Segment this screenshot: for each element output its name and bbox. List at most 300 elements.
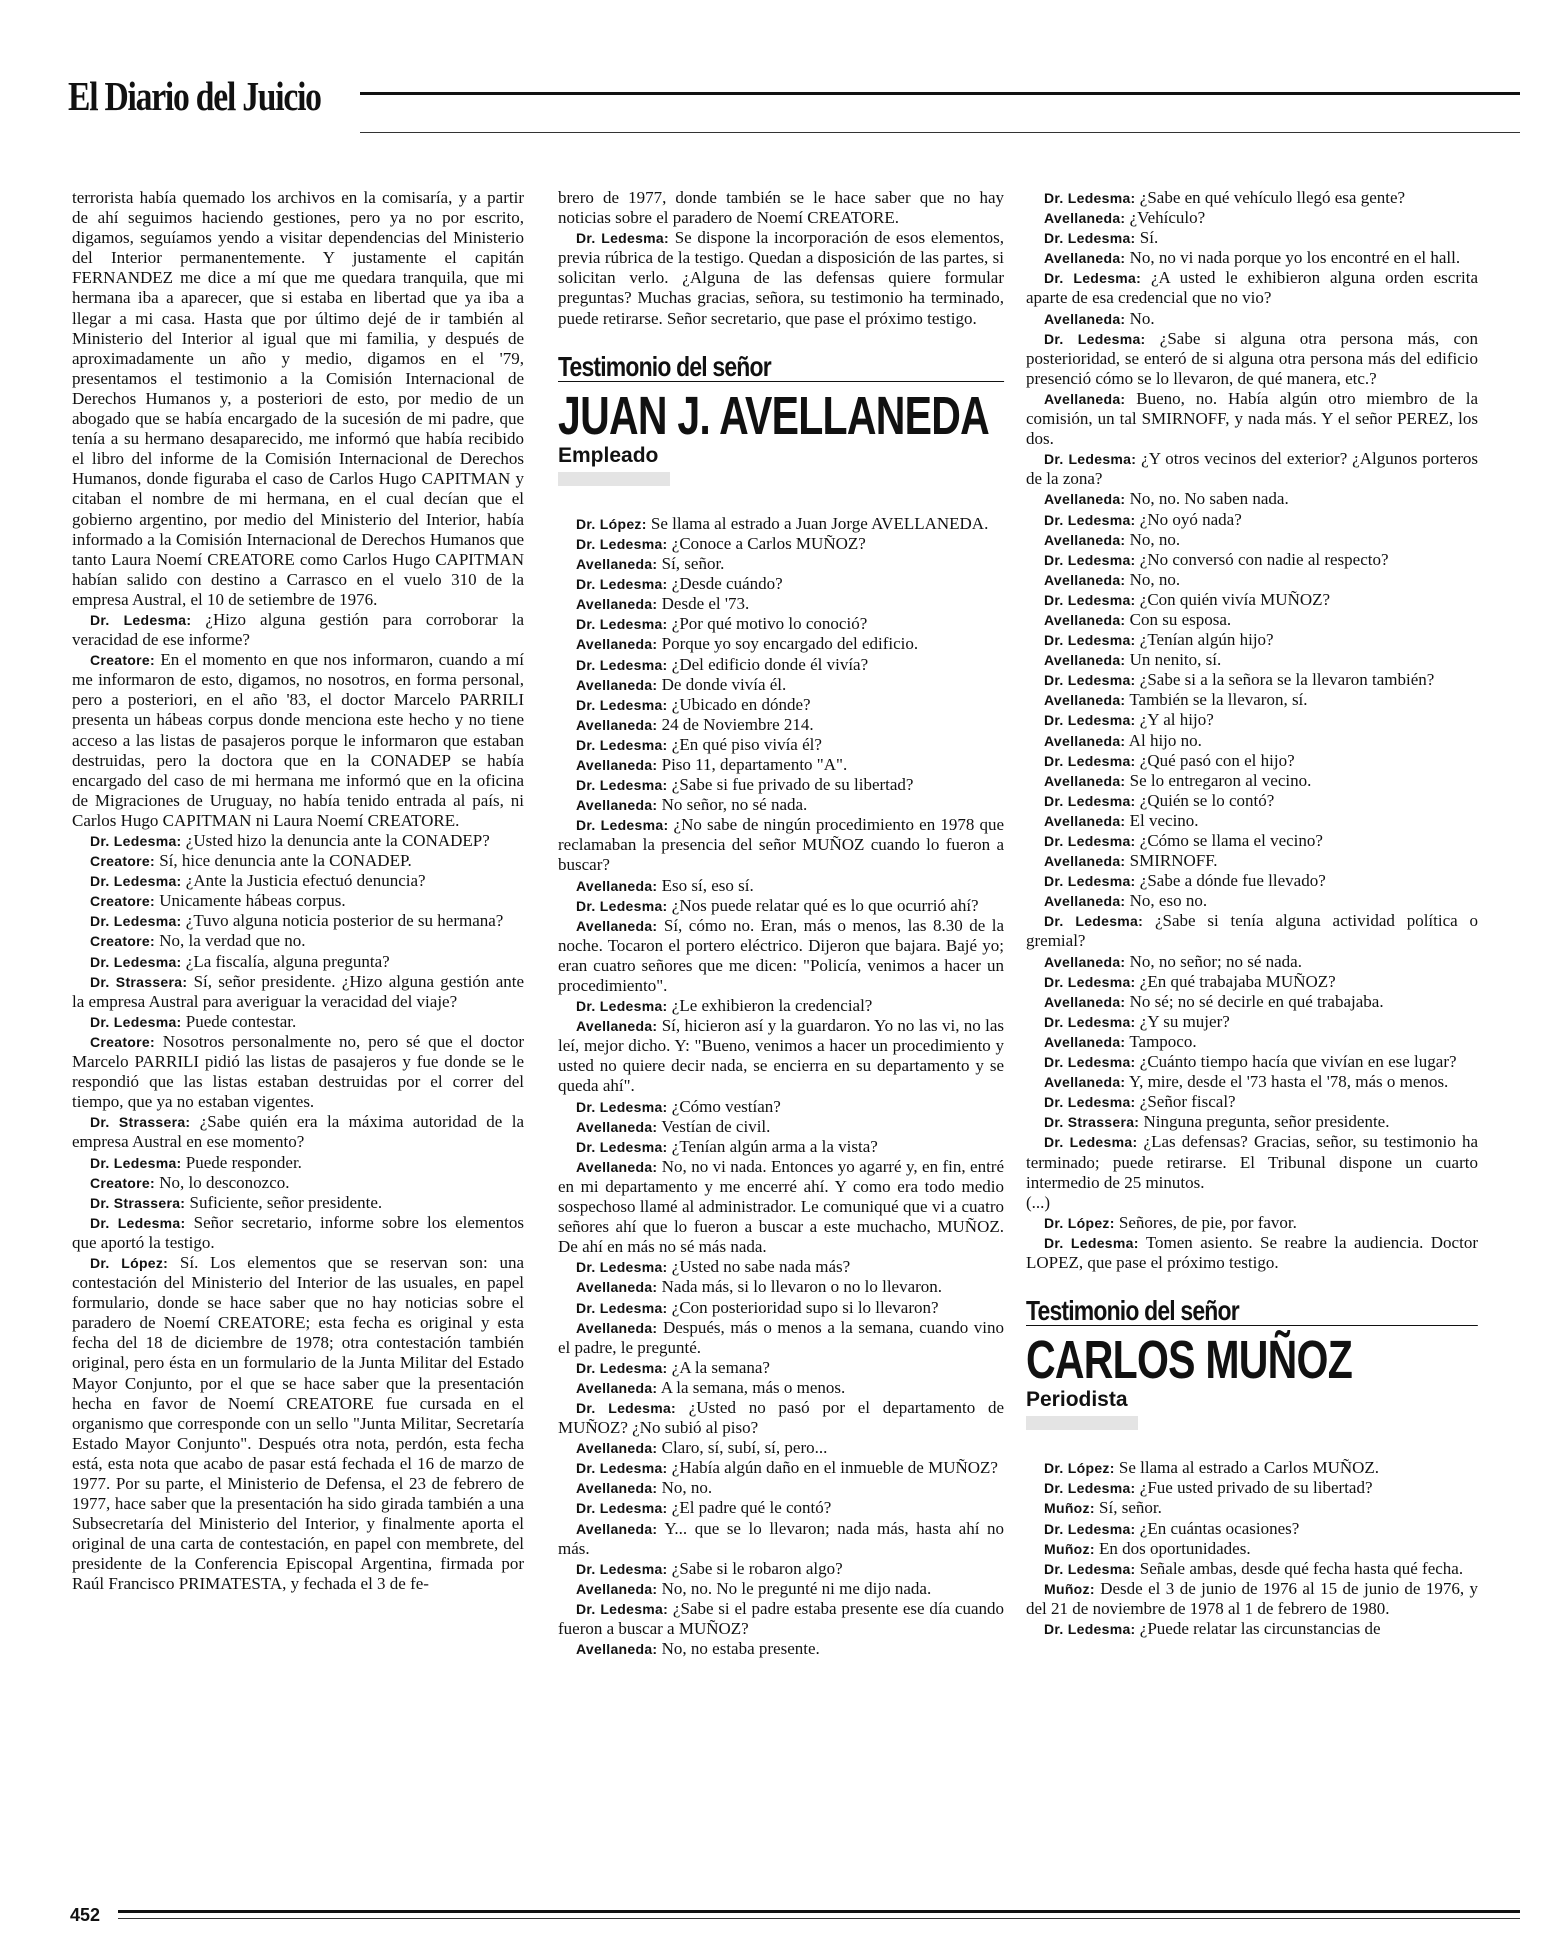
transcript-paragraph [1026, 972, 1478, 992]
speaker-label: Avellaneda: [1044, 210, 1126, 227]
speech-text: ¿El padre qué le contó? [671, 1498, 832, 1518]
column-1 [72, 188, 524, 1595]
speech-text: A la semana, más o menos. [660, 1377, 846, 1397]
speaker-label: Dr. Ledesma: [1044, 1054, 1136, 1071]
transcript-paragraph [72, 1253, 524, 1595]
speaker-label: Avellaneda: [1044, 853, 1126, 870]
transcript-paragraph [1026, 188, 1478, 208]
transcript-paragraph [558, 1137, 1004, 1157]
speech-text: Sí, señor. [1099, 1498, 1162, 1518]
transcript-paragraph [558, 815, 1004, 875]
transcript-paragraph [1026, 771, 1478, 791]
transcript-paragraph [1026, 1052, 1478, 1072]
speaker-label: Avellaneda: [576, 596, 658, 613]
speech-text: ¿Había algún daño en el inmueble de MUÑOZ? [671, 1458, 998, 1478]
transcript-paragraph [72, 931, 524, 951]
speaker-label: Avellaneda: [1044, 953, 1126, 970]
speaker-label: Dr. Ledesma: [576, 696, 668, 713]
page-number: 452 [70, 1905, 101, 1925]
speech-text: ¿Usted no sabe nada más? [671, 1257, 851, 1277]
speech-text: Nosotros personalmente no, pero sé que el doctor Marcelo PARRILI pidió las listas de pasajeros y fue donde se le respondió que las listas estaban destruidas por el correr del tiempo, que ya no estaban vigentes. [72, 1031, 525, 1112]
transcript-paragraph [72, 1193, 524, 1213]
transcript-paragraph [1026, 1619, 1478, 1639]
speaker-label: Dr. Ledesma: [1044, 190, 1136, 206]
speech-text: ¿A usted le exhibieron alguna orden escrita aparte de esa credencial que no vio? [1026, 268, 1478, 308]
speech-text: Sí, cómo no. Eran, más o menos, las 8.30 de la noche. Tocaron el portero eléctrico. Dijeron que bajara. Bajé yo; eran cuatro señores que me dicen: "Policía, venimos a hacer un procedimiento". [558, 915, 1005, 995]
speaker-label: Dr. Ledesma: [1044, 551, 1136, 568]
speaker-label: Dr. Ledesma: [576, 998, 668, 1015]
speech-text: Claro, sí, subí, sí, pero... [661, 1438, 828, 1458]
transcript-paragraph [558, 514, 1004, 534]
speech-text: Después, más o menos a la semana, cuando vino el padre, le pregunté. [558, 1317, 1004, 1357]
transcript-paragraph [558, 1016, 1004, 1096]
speech-text: ¿Sabe si tenía alguna actividad política o gremial? [1026, 911, 1479, 951]
transcript-paragraph [1026, 1478, 1478, 1498]
speaker-label: Avellaneda: [1044, 250, 1126, 267]
transcript-paragraph [558, 228, 1004, 328]
speaker-label: Avellaneda: [576, 716, 658, 733]
speaker-label: Avellaneda: [576, 1158, 658, 1175]
speech-text: Sí, señor presidente. ¿Hizo alguna gestión ante la empresa Austral para averiguar la veracidad del viaje? [72, 971, 525, 1011]
speaker-label: Dr. Ledesma: [90, 1154, 182, 1171]
transcript-paragraph [1026, 851, 1478, 871]
transcript-paragraph [1026, 1012, 1478, 1032]
masthead-title: El Diario del Juicio [68, 73, 321, 119]
section-kicker: Testimonio del señor [558, 357, 1004, 382]
speech-text: No. [1129, 308, 1155, 328]
speech-text: No señor, no sé nada. [661, 795, 808, 815]
speaker-label: Dr. López: [576, 515, 647, 532]
speech-text: No, no vi nada porque yo los encontré en el hall. [1129, 248, 1461, 268]
col3-bottom-text [1026, 1458, 1478, 1639]
speaker-label: Avellaneda: [1044, 812, 1126, 829]
speech-text: No, no. [1129, 569, 1181, 589]
transcript-paragraph [558, 1559, 1004, 1579]
speech-text: Suficiente, señor presidente. [189, 1192, 383, 1212]
transcript-paragraph [72, 831, 524, 851]
speech-text: ¿Del edificio donde él vivía? [671, 654, 869, 674]
transcript-paragraph [558, 1117, 1004, 1137]
speaker-label: Dr. Ledesma: [576, 1399, 677, 1416]
transcript-paragraph [558, 996, 1004, 1016]
transcript-paragraph [1026, 1132, 1478, 1192]
speech-text: ¿Nos puede relatar qué es lo que ocurrió ahí? [671, 895, 979, 915]
speech-text: Al hijo no. [1128, 730, 1202, 750]
speech-text: ¿Cómo se llama el vecino? [1139, 831, 1323, 850]
transcript-paragraph [558, 1478, 1004, 1498]
transcript-paragraph [72, 1032, 524, 1112]
decorative-bar [1026, 1416, 1138, 1430]
speaker-label: Muñoz: [1044, 1500, 1095, 1517]
speaker-label: Dr. Ledesma: [90, 1013, 182, 1030]
speaker-label: Dr. Ledesma: [90, 873, 182, 890]
speaker-label: Avellaneda: [576, 556, 658, 573]
speech-text: ¿Conoce a Carlos MUÑOZ? [671, 533, 866, 553]
speaker-label: Dr. Ledesma: [576, 1500, 668, 1517]
speech-text: ¿No conversó con nadie al respecto? [1139, 549, 1389, 569]
speaker-label: Dr. Ledesma: [576, 616, 668, 633]
speech-text: En dos oportunidades. [1099, 1538, 1251, 1558]
transcript-paragraph [1026, 530, 1478, 550]
speaker-label: Avellaneda: [1044, 1033, 1126, 1050]
transcript-paragraph [1026, 992, 1478, 1012]
speaker-label: Avellaneda: [1044, 571, 1126, 588]
speech-text: No, no. No saben nada. [1129, 489, 1289, 509]
transcript-paragraph [1026, 550, 1478, 570]
speaker-label: Dr. Ledesma: [1044, 1234, 1139, 1251]
transcript-paragraph [1026, 751, 1478, 771]
speaker-label: Creatore: [90, 652, 155, 669]
transcript-paragraph [72, 891, 524, 911]
transcript-paragraph [1026, 871, 1478, 891]
transcript-paragraph [72, 1012, 524, 1032]
speaker-label: Dr. Ledesma: [1044, 973, 1136, 990]
transcript-paragraph [1026, 1213, 1478, 1233]
transcript-paragraph [558, 896, 1004, 916]
speaker-label: Avellaneda: [1044, 993, 1126, 1010]
transcript-paragraph [558, 1157, 1004, 1257]
speech-text: No, no señor; no sé nada. [1129, 951, 1302, 971]
speech-text: ¿Sabe si fue privado de su libertad? [671, 775, 914, 795]
speaker-label: Avellaneda: [576, 1641, 658, 1658]
speaker-label: Avellaneda: [576, 1480, 658, 1497]
transcript-paragraph [558, 655, 1004, 675]
speech-text: terrorista había quemado los archivos en la comisaría, y a partir de ahí seguimos haciendo gestiones, pero ya no por escrito, digamos, seguíamos yendo a visitar dependencias del Ministerio del Interior permanentemente. Y justamente el capitán FERNANDEZ me dice a mí que me quedara tranquila, que mi hermana iba a aparecer, que si estaba en libertad que ya iba a llegar a mi casa. Hasta que por último dejé de ir también al Ministerio del Interior al igual que mi familia, y después de aproximadamente un año y medio, digamos en el '79, presentamos el testimonio a la Comisión Internacional de Derechos Humanos y, a posteriori de esto, por medio de un abogado que se había encargado de la sucesión de mi padre, que tenía a su hermano desaparecido, me informó que había recibido el libro del informe de la Comisión Internacional de Derechos Humanos, donde figuraba el caso de Carlos Hugo CAPITMAN y citaban el nombre de mi hermana, en el cual decían que el gobierno argentino, por medio del Ministerio del Interior, había informado a la Comisión Internacional de Derechos Humanos que tanto Laura Noemí CREATORE como Carlos Hugo CAPITMAN habían salido con destino a Carrasco en el vuelo 310 de la empresa Austral, el 10 de setiembre de 1976. [72, 188, 524, 609]
speaker-label: Dr. Ledesma: [1044, 230, 1136, 247]
speaker-label: Dr. Strassera: [90, 1194, 186, 1211]
transcript-paragraph [1026, 650, 1478, 670]
speaker-label: Avellaneda: [576, 756, 658, 773]
speech-text: Sí, hice denuncia ante la CONADEP. [159, 851, 412, 871]
speech-text: No, eso no. [1129, 891, 1208, 911]
transcript-paragraph [558, 675, 1004, 695]
speech-text: El vecino. [1129, 810, 1199, 830]
transcript-paragraph [1026, 952, 1478, 972]
transcript-paragraph [558, 188, 1004, 228]
header-rule-thin [360, 132, 1520, 133]
speaker-label: Dr. Ledesma: [1044, 1621, 1136, 1637]
speech-text: Puede responder. [185, 1152, 302, 1172]
speech-text: No, no vi nada. Entonces yo agarré y, en fin, entré en mi departamento y me encerré ahí. Y como era todo medio sospechoso llamé al administrador. Le comuniqué que vi a cuatro señores ahí que lo fueron a buscar a este muchacho, MUÑOZ. De ahí en más no sé más nada. [558, 1156, 1004, 1257]
speech-text: ¿Por qué motivo lo conoció? [671, 614, 868, 634]
speech-text: Vestían de civil. [661, 1116, 771, 1136]
transcript-paragraph [558, 1358, 1004, 1378]
speaker-label: Avellaneda: [576, 917, 658, 934]
speech-text: No, no. No le pregunté ni me dijo nada. [661, 1578, 932, 1598]
transcript-paragraph [1026, 590, 1478, 610]
transcript-paragraph [72, 1112, 524, 1152]
transcript-paragraph [1026, 710, 1478, 730]
speaker-label: Dr. Ledesma: [90, 833, 182, 849]
transcript-paragraph [558, 1438, 1004, 1458]
transcript-paragraph [1026, 1032, 1478, 1052]
speech-text: Señores, de pie, por favor. [1118, 1212, 1297, 1232]
transcript-paragraph [1026, 510, 1478, 530]
transcript-paragraph [558, 1257, 1004, 1277]
speaker-label: Avellaneda: [576, 1319, 658, 1336]
speaker-label: Dr. Ledesma: [1044, 1480, 1136, 1497]
speech-text: ¿Qué pasó con el hijo? [1139, 750, 1295, 770]
speech-text: Ninguna pregunta, señor presidente. [1143, 1112, 1390, 1132]
speech-text: ¿Vehículo? [1129, 208, 1206, 228]
speaker-label: Dr. Ledesma: [576, 1600, 669, 1617]
speaker-label: Avellaneda: [1044, 611, 1126, 628]
speaker-label: Dr. Ledesma: [1044, 270, 1142, 287]
speech-text: Se lo entregaron al vecino. [1129, 770, 1312, 790]
transcript-paragraph [558, 1097, 1004, 1117]
transcript-paragraph [1026, 208, 1478, 228]
transcript-paragraph [72, 1213, 524, 1253]
transcript-paragraph [72, 871, 524, 891]
speaker-label: Dr. Strassera: [1044, 1114, 1140, 1131]
speaker-label: Avellaneda: [576, 1520, 658, 1537]
transcript-paragraph [558, 1579, 1004, 1599]
speech-text: ¿Sabe si a la señora se la llevaron también? [1139, 670, 1435, 690]
transcript-paragraph [72, 1153, 524, 1173]
speaker-label: Dr. Ledesma: [1044, 792, 1136, 809]
speaker-label: Dr. Ledesma: [576, 1460, 668, 1477]
speaker-label: Avellaneda: [576, 1279, 658, 1296]
speaker-label: Dr. Ledesma: [576, 1560, 668, 1577]
speech-text: ¿Tenían algún arma a la vista? [671, 1136, 878, 1156]
speech-text: Porque yo soy encargado del edificio. [661, 634, 919, 654]
transcript-paragraph [1026, 449, 1478, 489]
speaker-label: Dr. Ledesma: [576, 656, 668, 673]
speaker-label: Dr. Ledesma: [576, 736, 668, 753]
transcript-paragraph [1026, 570, 1478, 590]
transcript-paragraph [1026, 811, 1478, 831]
speech-text: Y, mire, desde el '73 hasta el '78, más o menos. [1129, 1072, 1449, 1092]
speech-text: Unicamente hábeas corpus. [159, 891, 346, 911]
speech-text: ¿Y otros vecinos del exterior? ¿Algunos porteros de la zona? [1026, 449, 1478, 489]
speaker-label: Avellaneda: [1044, 772, 1126, 789]
speech-text: ¿Usted hizo la denuncia ante la CONADEP? [185, 831, 490, 850]
transcript-paragraph [1026, 228, 1478, 248]
speech-text: ¿Sabe si le robaron algo? [671, 1558, 843, 1578]
column-2 [558, 188, 1004, 1659]
speech-text: ¿Le exhibieron la credencial? [671, 996, 873, 1016]
transcript-paragraph [1026, 489, 1478, 509]
transcript-paragraph [558, 775, 1004, 795]
speech-text: Puede contestar. [185, 1011, 297, 1031]
transcript-paragraph [1026, 1579, 1478, 1619]
speech-text: No, lo desconozco. [159, 1172, 290, 1192]
speaker-label: Avellaneda: [1044, 390, 1126, 407]
section-header-avellaneda [558, 350, 1004, 486]
transcript-paragraph [558, 1599, 1004, 1639]
speaker-label: Dr. Ledesma: [1044, 873, 1136, 890]
speech-text: Y... que se lo llevaron; nada más, hasta ahí no más. [558, 1518, 1004, 1558]
speech-text: ¿Tenían algún hijo? [1139, 630, 1274, 650]
speaker-label: Creatore: [90, 933, 155, 950]
transcript-paragraph [558, 1519, 1004, 1559]
col2-bottom-text [558, 514, 1004, 1659]
speaker-label: Dr. Ledesma: [1044, 591, 1136, 608]
speech-text: ¿Fue usted privado de su libertad? [1139, 1478, 1373, 1498]
speech-text: ¿La fiscalía, alguna pregunta? [185, 951, 390, 971]
speaker-label: Creatore: [90, 1174, 155, 1191]
transcript-paragraph [1026, 731, 1478, 751]
speaker-label: Dr. Ledesma: [1044, 1013, 1136, 1030]
transcript-paragraph [72, 952, 524, 972]
speaker-label: Dr. Ledesma: [1044, 451, 1137, 468]
speech-text: En el momento en que nos informaron, cuando a mí me informaron de esto, digamos, no nosotros, en forma personal, pero a posteriori, en el año '83, el doctor Marcelo PARRILI presenta un hábeas corpus donde menciona este hecho y no tiene acceso a las listas de pasajeros porque le informaron que estaban destruidas, pero la doctora que en la CONADEP se había encargado del caso de mi hermana me informó que en la oficina de Migraciones de Uruguay, no había tenido entrada al país, ni Carlos Hugo CAPITMAN ni Laura Noemí CREATORE. [72, 650, 524, 830]
speaker-label: Dr. López: [1044, 1460, 1115, 1477]
speaker-label: Dr. Ledesma: [1044, 632, 1136, 649]
transcript-paragraph [72, 911, 524, 931]
transcript-paragraph [1026, 389, 1478, 449]
speech-text: ¿Con posterioridad supo si lo llevaron? [671, 1297, 939, 1317]
speaker-label: Dr. Ledesma: [1044, 511, 1136, 528]
speech-text: ¿En qué trabajaba MUÑOZ? [1139, 971, 1336, 991]
speaker-label: Dr. Ledesma: [90, 913, 182, 930]
transcript-paragraph [1026, 911, 1478, 951]
speech-text: ¿Tuvo alguna noticia posterior de su hermana? [185, 911, 504, 931]
speech-text: Sí. [1139, 228, 1159, 248]
transcript-paragraph [1026, 670, 1478, 690]
col2-top-text [558, 188, 1004, 329]
speaker-label: Avellaneda: [1044, 732, 1126, 749]
speech-text: ¿En qué piso vivía él? [671, 734, 822, 754]
speaker-label: Avellaneda: [1044, 491, 1126, 508]
speaker-label: Avellaneda: [576, 1379, 658, 1396]
speaker-label: Dr. Ledesma: [576, 1359, 668, 1376]
speaker-label: Creatore: [90, 893, 155, 910]
transcript-paragraph [72, 610, 524, 650]
speaker-label: Dr. Ledesma: [576, 1098, 668, 1115]
speech-text: Se llama al estrado a Juan Jorge AVELLANEDA. [650, 513, 989, 533]
speaker-label: Avellaneda: [576, 1580, 658, 1597]
transcript-paragraph [1026, 1498, 1478, 1518]
speaker-label: Avellaneda: [1044, 893, 1126, 910]
speaker-label: Dr. Ledesma: [90, 1214, 186, 1231]
speaker-label: Dr. Strassera: [90, 973, 188, 990]
transcript-paragraph [1026, 1193, 1478, 1213]
speaker-label: Dr. Ledesma: [576, 817, 669, 834]
transcript-paragraph [1026, 690, 1478, 710]
transcript-paragraph [1026, 329, 1478, 389]
speaker-label: Dr. Ledesma: [1044, 1134, 1138, 1151]
speech-text: 24 de Noviembre 214. [661, 714, 814, 734]
transcript-paragraph [1026, 1559, 1478, 1579]
speech-text: Eso sí, eso sí. [661, 875, 754, 895]
speaker-label: Dr. Ledesma: [576, 897, 668, 914]
col1-text [72, 188, 524, 1595]
speech-text: ¿Cuánto tiempo hacía que vivían en ese lugar? [1139, 1052, 1457, 1072]
speaker-label: Dr. Ledesma: [1044, 1520, 1136, 1537]
speech-text: De donde vivía él. [661, 674, 787, 694]
speech-text: SMIRNOFF. [1129, 851, 1218, 871]
speech-text: ¿Ante la Justicia efectuó denuncia? [185, 871, 426, 891]
speaker-label: Avellaneda: [1044, 692, 1126, 709]
speech-text: ¿Sabe a dónde fue llevado? [1139, 871, 1326, 891]
transcript-paragraph [558, 1498, 1004, 1518]
speech-text: Tampoco. [1129, 1031, 1197, 1051]
decorative-bar [558, 472, 670, 486]
speech-text: Se dispone la incorporación de esos elementos, previa rúbrica de la testigo. Quedan a disposición de las partes, si solicitan verlo. ¿Alguna de las defensas quiere formular preguntas? Muchas gracias, señora, su testimonio ha terminado, puede retirarse. Señor secretario, que pase el próximo testigo. [558, 228, 1004, 328]
speech-text: ¿Usted no pasó por el departamento de MUÑOZ? ¿No subió al piso? [558, 1397, 1004, 1438]
speech-text: ¿Con quién vivía MUÑOZ? [1139, 589, 1331, 609]
transcript-paragraph [72, 188, 524, 610]
speaker-label: Avellaneda: [576, 877, 658, 894]
witness-name: CARLOS MUÑOZ [1026, 1330, 1353, 1391]
speaker-label: Avellaneda: [576, 1440, 658, 1457]
speaker-label: Dr. Ledesma: [1044, 833, 1136, 849]
witness-name: JUAN J. AVELLANEDA [558, 385, 989, 446]
speech-text: ¿Señor fiscal? [1139, 1092, 1236, 1112]
speaker-label: Dr. López: [1044, 1214, 1115, 1231]
transcript-paragraph [558, 1277, 1004, 1297]
transcript-paragraph [558, 1298, 1004, 1318]
speech-text: Bueno, no. Había algún otro miembro de la comisión, un tal SMIRNOFF, y nada más. Y el señor PEREZ, los dos. [1026, 388, 1478, 449]
speech-text: ¿Hizo alguna gestión para corroborar la veracidad de ese informe? [72, 609, 524, 650]
speech-text: No, no. [661, 1478, 713, 1498]
speech-text: ¿En cuántas ocasiones? [1139, 1518, 1300, 1538]
speech-text: Nada más, si lo llevaron o no lo llevaron. [661, 1277, 943, 1297]
speaker-label: Dr. Ledesma: [1044, 913, 1144, 930]
speech-text: ¿Ubicado en dónde? [671, 694, 811, 714]
speech-text: Con su esposa. [1129, 609, 1232, 629]
transcript-paragraph [558, 1378, 1004, 1398]
transcript-paragraph [72, 650, 524, 831]
transcript-paragraph [558, 715, 1004, 735]
speaker-label: Dr. Ledesma: [1044, 1094, 1136, 1111]
speech-text: No sé; no sé decirle en qué trabajaba. [1129, 991, 1384, 1011]
transcript-paragraph [1026, 1092, 1478, 1112]
transcript-paragraph [1026, 1072, 1478, 1092]
transcript-paragraph [558, 574, 1004, 594]
transcript-paragraph [1026, 309, 1478, 329]
speaker-label: Muñoz: [1044, 1580, 1095, 1597]
transcript-paragraph [1026, 831, 1478, 851]
transcript-paragraph [558, 916, 1004, 996]
transcript-paragraph [558, 614, 1004, 634]
witness-role: Periodista [1026, 1388, 1128, 1412]
speaker-label: Dr. Ledesma: [1044, 712, 1136, 729]
speech-text: Sí, señor. [661, 554, 725, 574]
speaker-label: Dr. Ledesma: [576, 535, 668, 552]
speaker-label: Dr. Ledesma: [576, 777, 668, 794]
speech-text: ¿Y su mujer? [1139, 1011, 1230, 1031]
speaker-label: Creatore: [90, 1033, 155, 1050]
speech-text: No, no. [1129, 529, 1181, 549]
speaker-label: Avellaneda: [576, 1018, 658, 1035]
speaker-label: Dr. Strassera: [90, 1114, 191, 1131]
speech-text: ¿No oyó nada? [1139, 509, 1242, 529]
speaker-label: Avellaneda: [1044, 310, 1126, 327]
col3-top-text [1026, 188, 1478, 1273]
speech-text: ¿Y al hijo? [1139, 710, 1214, 730]
speaker-label: Dr. Ledesma: [90, 953, 182, 970]
speech-text: Un nenito, sí. [1129, 650, 1222, 670]
speaker-label: Creatore: [90, 853, 155, 870]
speech-text: ¿Cómo vestían? [671, 1096, 781, 1116]
speaker-label: Dr. Ledesma: [576, 1259, 668, 1276]
speech-text: ¿No sabe de ningún procedimiento en 1978 que reclamaban la presencia del señor MUÑOZ cuando lo fueron a buscar? [558, 815, 1005, 875]
transcript-paragraph [1026, 268, 1478, 308]
transcript-paragraph [558, 876, 1004, 896]
speaker-label: Dr. Ledesma: [1044, 330, 1146, 347]
speech-text: ¿Sabe en qué vehículo llegó esa gente? [1139, 188, 1406, 207]
transcript-paragraph [1026, 891, 1478, 911]
speech-text: ¿Las defensas? Gracias, señor, su testimonio ha terminado; puede retirarse. El Tribunal dispone un cuarto intermedio de 25 minutos. [1026, 1132, 1478, 1192]
transcript-paragraph [558, 1318, 1004, 1358]
transcript-paragraph [558, 594, 1004, 614]
speech-text: Se llama al estrado a Carlos MUÑOZ. [1118, 1458, 1380, 1478]
speaker-label: Dr. Ledesma: [576, 1299, 668, 1316]
footer-rule [118, 1910, 1520, 1913]
section-kicker: Testimonio del señor [1026, 1301, 1478, 1326]
